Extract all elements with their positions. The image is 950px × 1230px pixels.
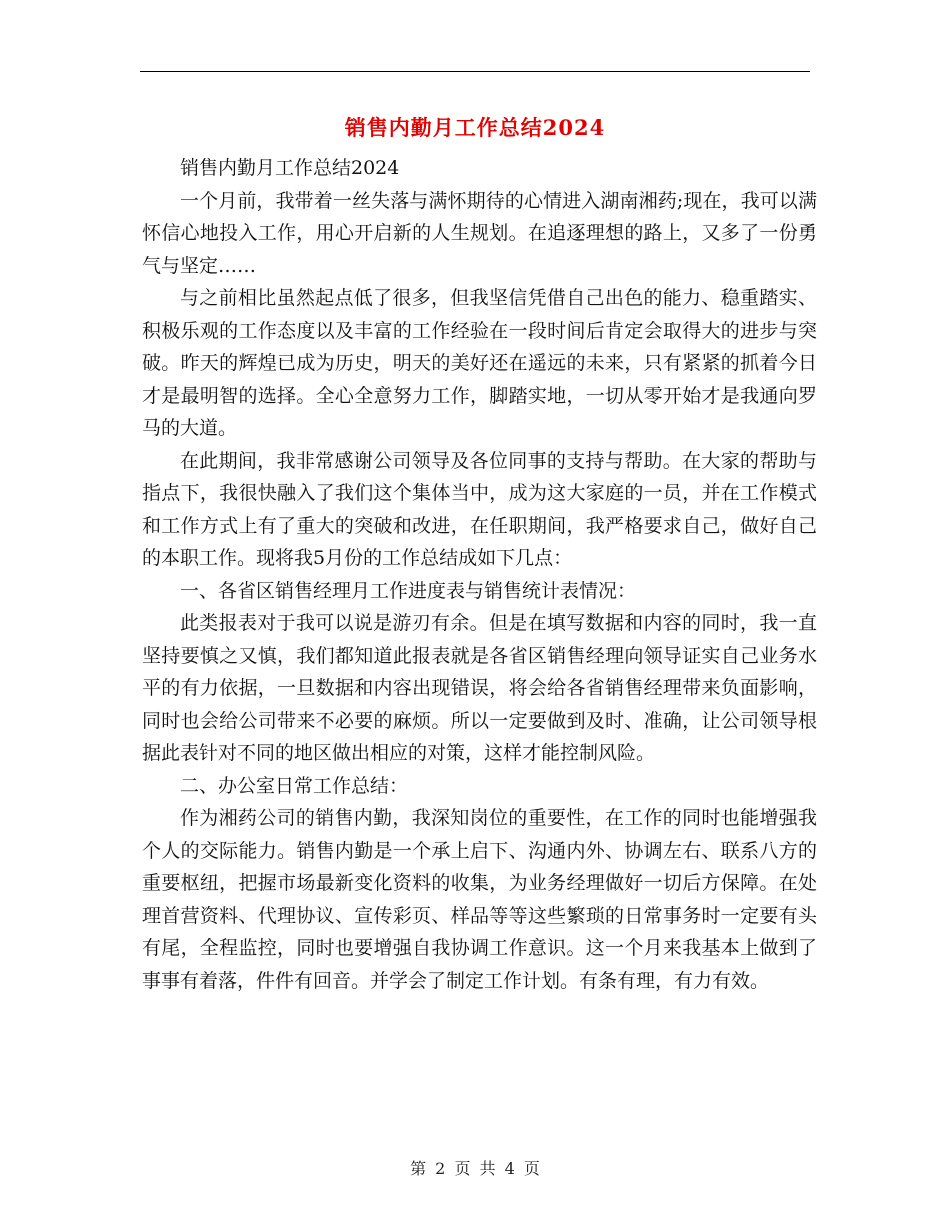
document-title: 销售内勤月工作总结2024 <box>344 115 606 140</box>
paragraph: 一个月前，我带着一丝失落与满怀期待的心情进入湖南湘药;现在，我可以满怀信心地投入工作，用心开启新的人生规划。在追逐理想的路上，又多了一份勇气与坚定…… <box>142 189 817 277</box>
paragraph: 在此期间，我非常感谢公司领导及各位同事的支持与帮助。在大家的帮助与指点下，我很快融入了我们这个集体当中，成为这大家庭的一员，并在工作模式和工作方式上有了重大的突破和改进，在任职期间，我严格要求自己，做好自己的本职工作。现将我5月份的工作总结成如下几点： <box>142 449 817 569</box>
paragraph: 此类报表对于我可以说是游刃有余。但是在填写数据和内容的同时，我一直坚持要慎之又慎，我们都知道此报表就是各省区销售经理向领导证实自己业务水平的有力依据，一旦数据和内容出现错误，将会给各省销售经理带来负面影响，同时也会给公司带来不必要的麻烦。所以一定要做到及时、准确，让公司领导根据此表针对不同的地区做出相应的对策，这样才能控制风险。 <box>142 612 817 764</box>
page-number-footer: 第 2 页 共 4 页 <box>410 1159 540 1178</box>
paragraph-subtitle: 销售内勤月工作总结2024 <box>180 157 400 179</box>
header-rule <box>140 71 810 72</box>
section-heading: 二、办公室日常工作总结： <box>180 774 409 797</box>
paragraph: 与之前相比虽然起点低了很多，但我坚信凭借自己出色的能力、稳重踏实、积极乐观的工作态度以及丰富的工作经验在一段时间后肯定会取得大的进步与突破。昨天的辉煌已成为历史，明天的美好还在遥远的未来，只有紧紧的抓着今日才是最明智的选择。全心全意努力工作，脚踏实地，一切从零开始才是我通向罗马的大道。 <box>142 287 817 439</box>
section-heading: 一、各省区销售经理月工作进度表与销售统计表情况： <box>180 579 637 602</box>
document-body <box>142 152 817 997</box>
paragraph: 作为湘药公司的销售内勤，我深知岗位的重要性，在工作的同时也能增强我个人的交际能力。销售内勤是一个承上启下、沟通内外、协调左右、联系八方的重要枢纽，把握市场最新变化资料的收集，为业务经理做好一切后方保障。在处理首营资料、代理协议、宣传彩页、样品等等这些繁琐的日常事务时一定要有头有尾，全程监控，同时也要增强自我协调工作意识。这一个月来我基本上做到了事事有着落，件件有回音。并学会了制定工作计划。有条有理，有力有效。 <box>142 807 817 992</box>
